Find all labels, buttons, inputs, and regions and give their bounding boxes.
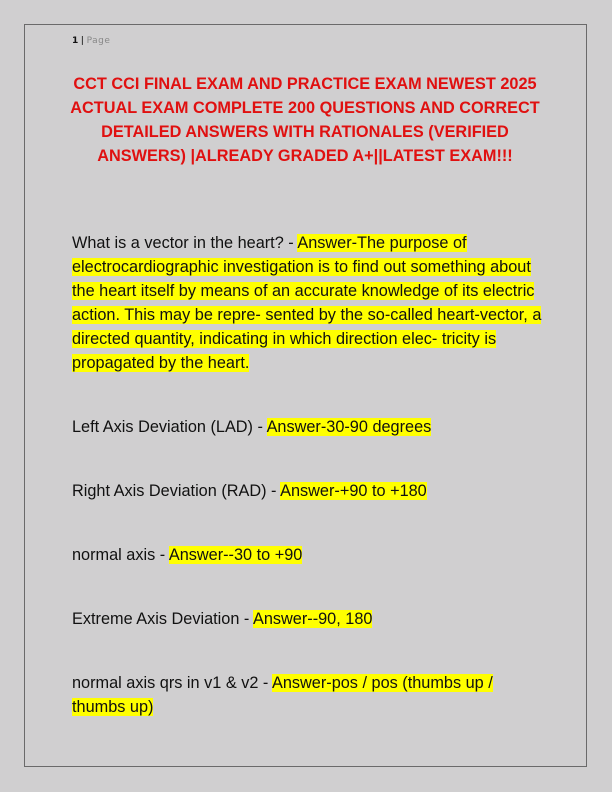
page-number-header <box>72 36 110 46</box>
answer-text: Answer--90, 180 <box>252 610 373 628</box>
answer-text: Answer-30-90 degrees <box>266 418 432 436</box>
answer-text: Answer-The purpose of electrocardiographic investigation is to find out something about the heart itself by means of an accurate knowledge of its electric action. This may be repre- sented by the so-called heart-vector, a directed quantity, indicating in which direction elec- tricity is propagated by the heart. <box>72 234 542 372</box>
question-text: Right Axis Deviation (RAD) - <box>72 482 281 500</box>
question-text: normal axis - <box>72 546 169 564</box>
qa-item-lad <box>72 415 542 439</box>
document-title: CCT CCI FINAL EXAM AND PRACTICE EXAM NEWEST 2025 ACTUAL EXAM COMPLETE 200 QUESTIONS AND CORRECT DETAILED ANSWERS WITH RATIONALES (VERIFIED ANSWERS) |ALREADY GRADED A+||LATEST EXAM!!! <box>70 75 540 165</box>
qa-item-rad <box>72 479 542 503</box>
question-text: What is a vector in the heart? - <box>72 234 298 252</box>
page-number: 1 <box>72 36 79 46</box>
page-label: Page <box>86 36 111 46</box>
answer-text: Answer-+90 to +180 <box>280 482 427 500</box>
qa-item-vector <box>72 231 542 375</box>
qa-item-normal-axis <box>72 543 542 567</box>
question-text: Left Axis Deviation (LAD) - <box>72 418 267 436</box>
question-text: normal axis qrs in v1 & v2 - <box>72 674 272 692</box>
question-text: Extreme Axis Deviation - <box>72 610 253 628</box>
answer-text: Answer-pos / pos (thumbs up / thumbs up) <box>72 674 493 716</box>
qa-item-extreme-axis <box>72 607 542 631</box>
qa-item-qrs-v1-v2 <box>72 671 542 719</box>
page-separator: | <box>80 36 85 46</box>
answer-text: Answer--30 to +90 <box>168 546 303 564</box>
